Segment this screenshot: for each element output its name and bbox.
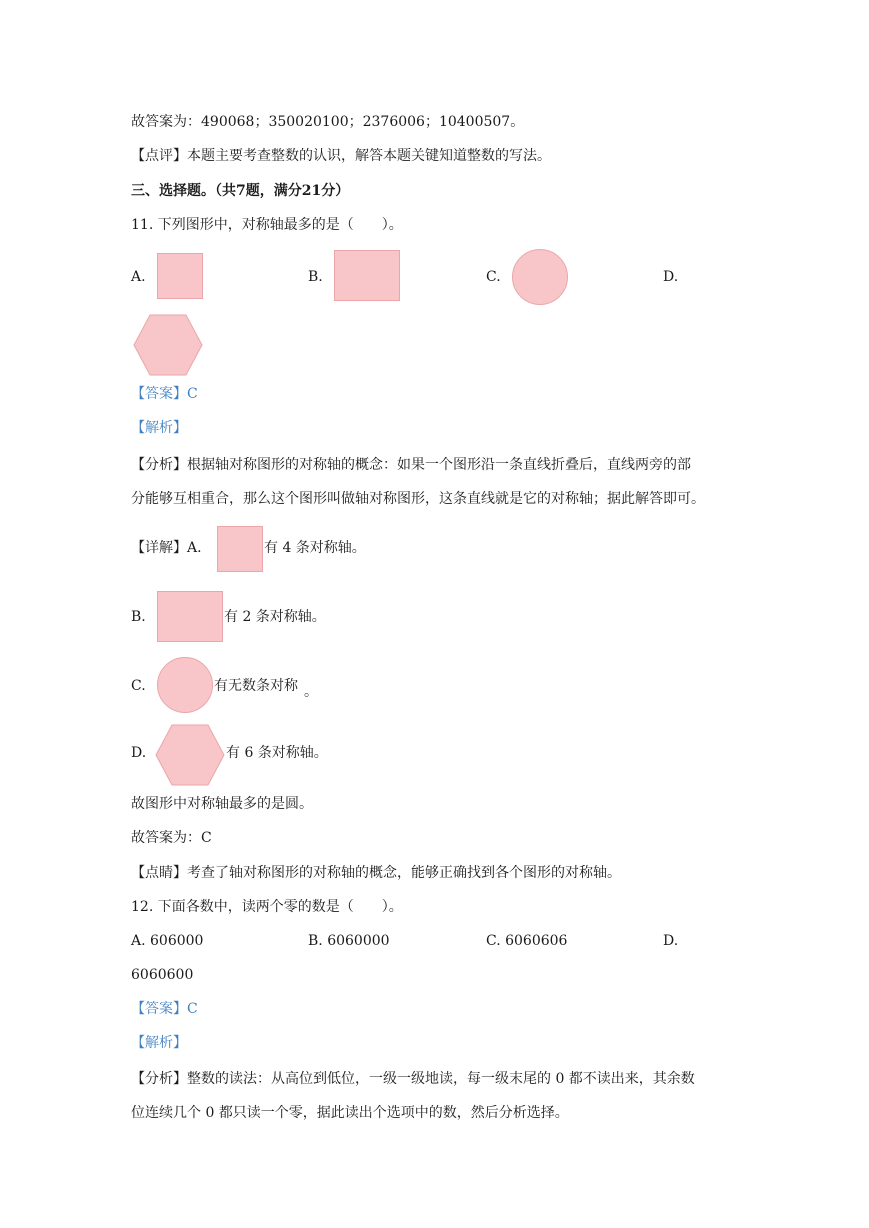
section-heading: 三、选择题。（共7题，满分21分） <box>131 183 350 199</box>
analysis-12-line2: 位连续几个 0 都只读一个零，据此读出个选项中的数，然后分析选择。 <box>131 1105 569 1121</box>
q12-option-d: D. <box>663 933 679 949</box>
analysis-11-line1: 【分析】根据轴对称图形的对称轴的概念：如果一个图形沿一条直线折叠后，直线两旁的部 <box>131 457 691 473</box>
analysis-heading-12: 【解析】 <box>131 1035 187 1051</box>
detail-a-text: 有 4 条对称轴。 <box>264 540 366 556</box>
q12-option-a: A. 606000 <box>131 933 204 949</box>
detail-c-end: 。 <box>304 684 318 700</box>
analysis-11-line2: 分能够互相重合，那么这个图形叫做轴对称图形，这条直线就是它的对称轴；据此解答即可。 <box>131 491 705 507</box>
conclusion-11: 故图形中对称轴最多的是圆。 <box>131 796 313 812</box>
final-answer-11: 故答案为：C <box>131 830 212 846</box>
detail-c-text: 有无数条对称 <box>214 678 298 694</box>
detail-rectangle-shape <box>157 591 223 642</box>
square-shape <box>157 253 203 299</box>
answer-12: 【答案】C <box>131 1001 198 1017</box>
answer-line-10: 故答案为：490068；350020100；2376006；10400507。 <box>131 114 525 130</box>
comment-line-10: 【点评】本题主要考查整数的认识，解答本题关键知道整数的写法。 <box>131 148 551 164</box>
detail-hexagon-shape <box>155 724 225 786</box>
q12-option-b: B. 6060000 <box>308 933 390 949</box>
q11-option-d-label: D. <box>663 269 679 285</box>
detail-a-label: 【详解】A. <box>131 540 202 556</box>
question-12: 12. 下面各数中，读两个零的数是（ ）。 <box>131 899 403 915</box>
answer-11: 【答案】C <box>131 386 198 402</box>
detail-b-text: 有 2 条对称轴。 <box>224 609 326 625</box>
q11-option-a-label: A. <box>131 269 146 285</box>
q12-option-c: C. 6060606 <box>486 933 568 949</box>
detail-d-text: 有 6 条对称轴。 <box>226 745 328 761</box>
detail-d-label: D. <box>131 745 147 761</box>
rectangle-shape <box>334 250 400 301</box>
detail-b-label: B. <box>131 609 146 625</box>
key-point-11: 【点睛】考查了轴对称图形的对称轴的概念，能够正确找到各个图形的对称轴。 <box>131 865 621 881</box>
q12-option-d-value: 6060600 <box>131 967 194 983</box>
q11-option-c-label: C. <box>486 269 501 285</box>
hexagon-shape <box>133 314 203 376</box>
detail-c-label: C. <box>131 678 146 694</box>
q11-option-b-label: B. <box>308 269 323 285</box>
analysis-heading-11: 【解析】 <box>131 420 187 436</box>
question-11: 11. 下列图形中，对称轴最多的是（ ）。 <box>131 217 403 233</box>
detail-circle-shape <box>157 657 213 713</box>
analysis-12-line1: 【分析】整数的读法：从高位到低位，一级一级地读，每一级末尾的 0 都不读出来，其余数 <box>131 1071 695 1087</box>
detail-square-shape <box>217 526 263 572</box>
circle-shape <box>512 249 568 305</box>
